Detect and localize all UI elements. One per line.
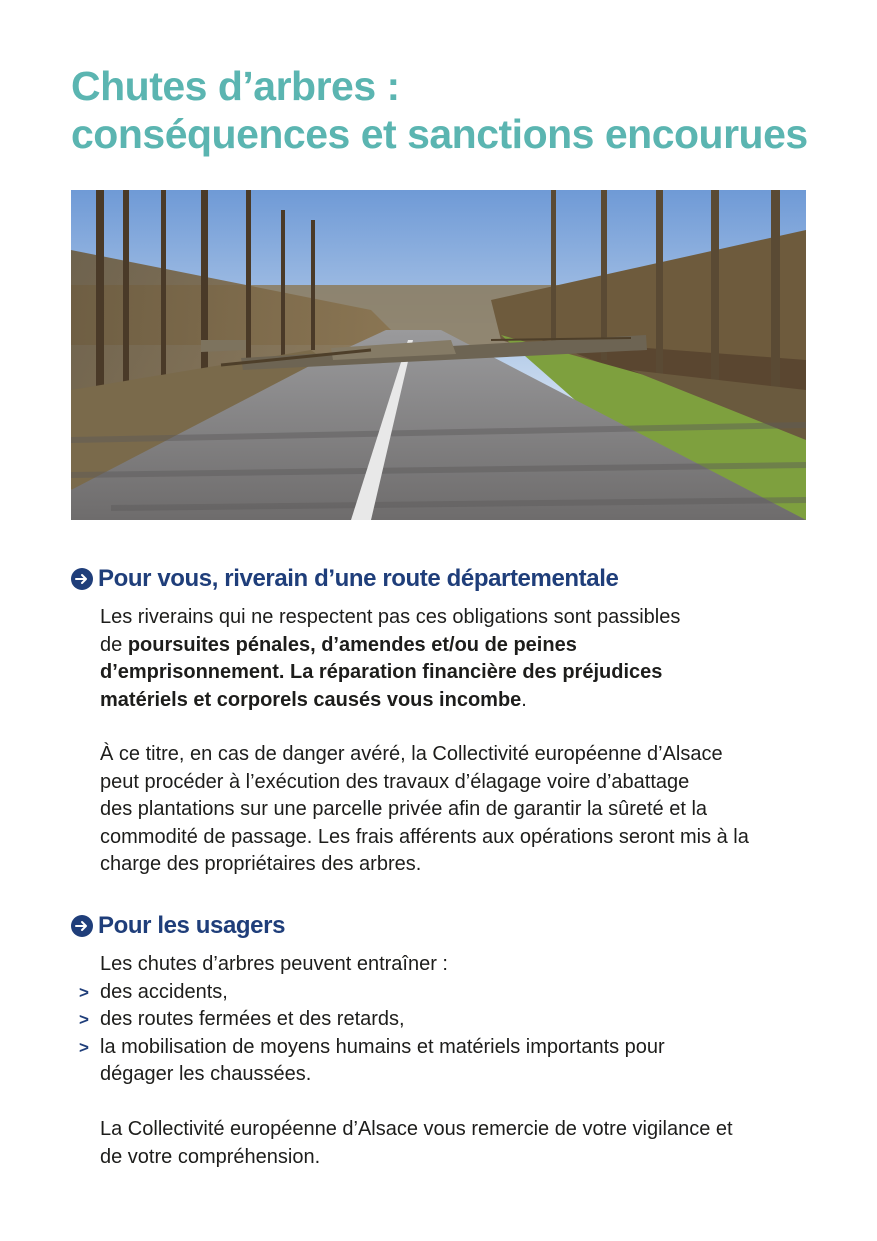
- paragraph-travaux: [100, 741, 810, 879]
- text-line: .: [521, 688, 527, 711]
- section-heading-riverain: [71, 564, 618, 594]
- closing-paragraph: [100, 1116, 810, 1171]
- text-line: commodité de passage. Les frais afférents aux opérations seront mis à la: [100, 825, 749, 848]
- section-heading-usagers: [71, 911, 285, 941]
- closing-text: [100, 1116, 810, 1171]
- chevron-right-icon: >: [79, 1037, 89, 1057]
- text-line: de: [100, 633, 128, 656]
- list-item-text: des accidents,: [100, 980, 228, 1003]
- usagers-intro: Les chutes d’arbres peuvent entraîner :: [100, 953, 448, 975]
- text-line: de votre compréhension.: [100, 1145, 321, 1168]
- text-line: charge des propriétaires des arbres.: [100, 853, 422, 875]
- text-bold: matériels et corporels causés vous incombe: [100, 688, 522, 711]
- text-bold: d’emprisonnement. La réparation financière des préjudices: [100, 661, 663, 683]
- arrow-right-icon: [71, 915, 93, 937]
- paragraph-obligations: [100, 604, 810, 714]
- list-item: [79, 1034, 789, 1089]
- section-heading-riverain-text: Pour vous, riverain d’une route départementale: [98, 565, 619, 592]
- fallen-tree-photo: [71, 190, 806, 520]
- section-riverain-body: [100, 604, 810, 714]
- text-line: La Collectivité européenne d’Alsace vous remercie de votre vigilance et: [100, 1118, 733, 1140]
- section-usagers-body: [79, 951, 810, 1089]
- chevron-right-icon: >: [79, 1010, 89, 1029]
- text-line: Les riverains qui ne respectent pas ces obligations sont passibles: [100, 606, 681, 628]
- page-title-line-1: Chutes d’arbres :: [71, 63, 400, 109]
- list-item: [79, 979, 789, 1007]
- page-title: [71, 62, 831, 158]
- text-line: À ce titre, en cas de danger avéré, la Collectivité européenne d’Alsace: [100, 743, 723, 765]
- list-item-text: la mobilisation de moyens humains et matériels importants pour: [100, 1035, 665, 1058]
- text-bold: poursuites pénales, d’amendes et/ou de peines: [127, 633, 577, 656]
- text-line: peut procéder à l’exécution des travaux d’élagage voire d’abattage: [100, 770, 690, 793]
- list-item-text: dégager les chaussées.: [100, 1063, 312, 1085]
- section-riverain-body-2: [100, 741, 810, 879]
- consequences-list: [79, 979, 789, 1089]
- list-item-text: des routes fermées et des retards,: [100, 1008, 405, 1030]
- section-heading-usagers-text: Pour les usagers: [98, 912, 286, 939]
- arrow-right-icon: [71, 568, 93, 590]
- list-item: [79, 1006, 789, 1034]
- text-line: des plantations sur une parcelle privée afin de garantir la sûreté et la: [100, 798, 708, 820]
- chevron-right-icon: >: [79, 982, 89, 1002]
- page-title-line-2: conséquences et sanctions encourues: [71, 111, 808, 157]
